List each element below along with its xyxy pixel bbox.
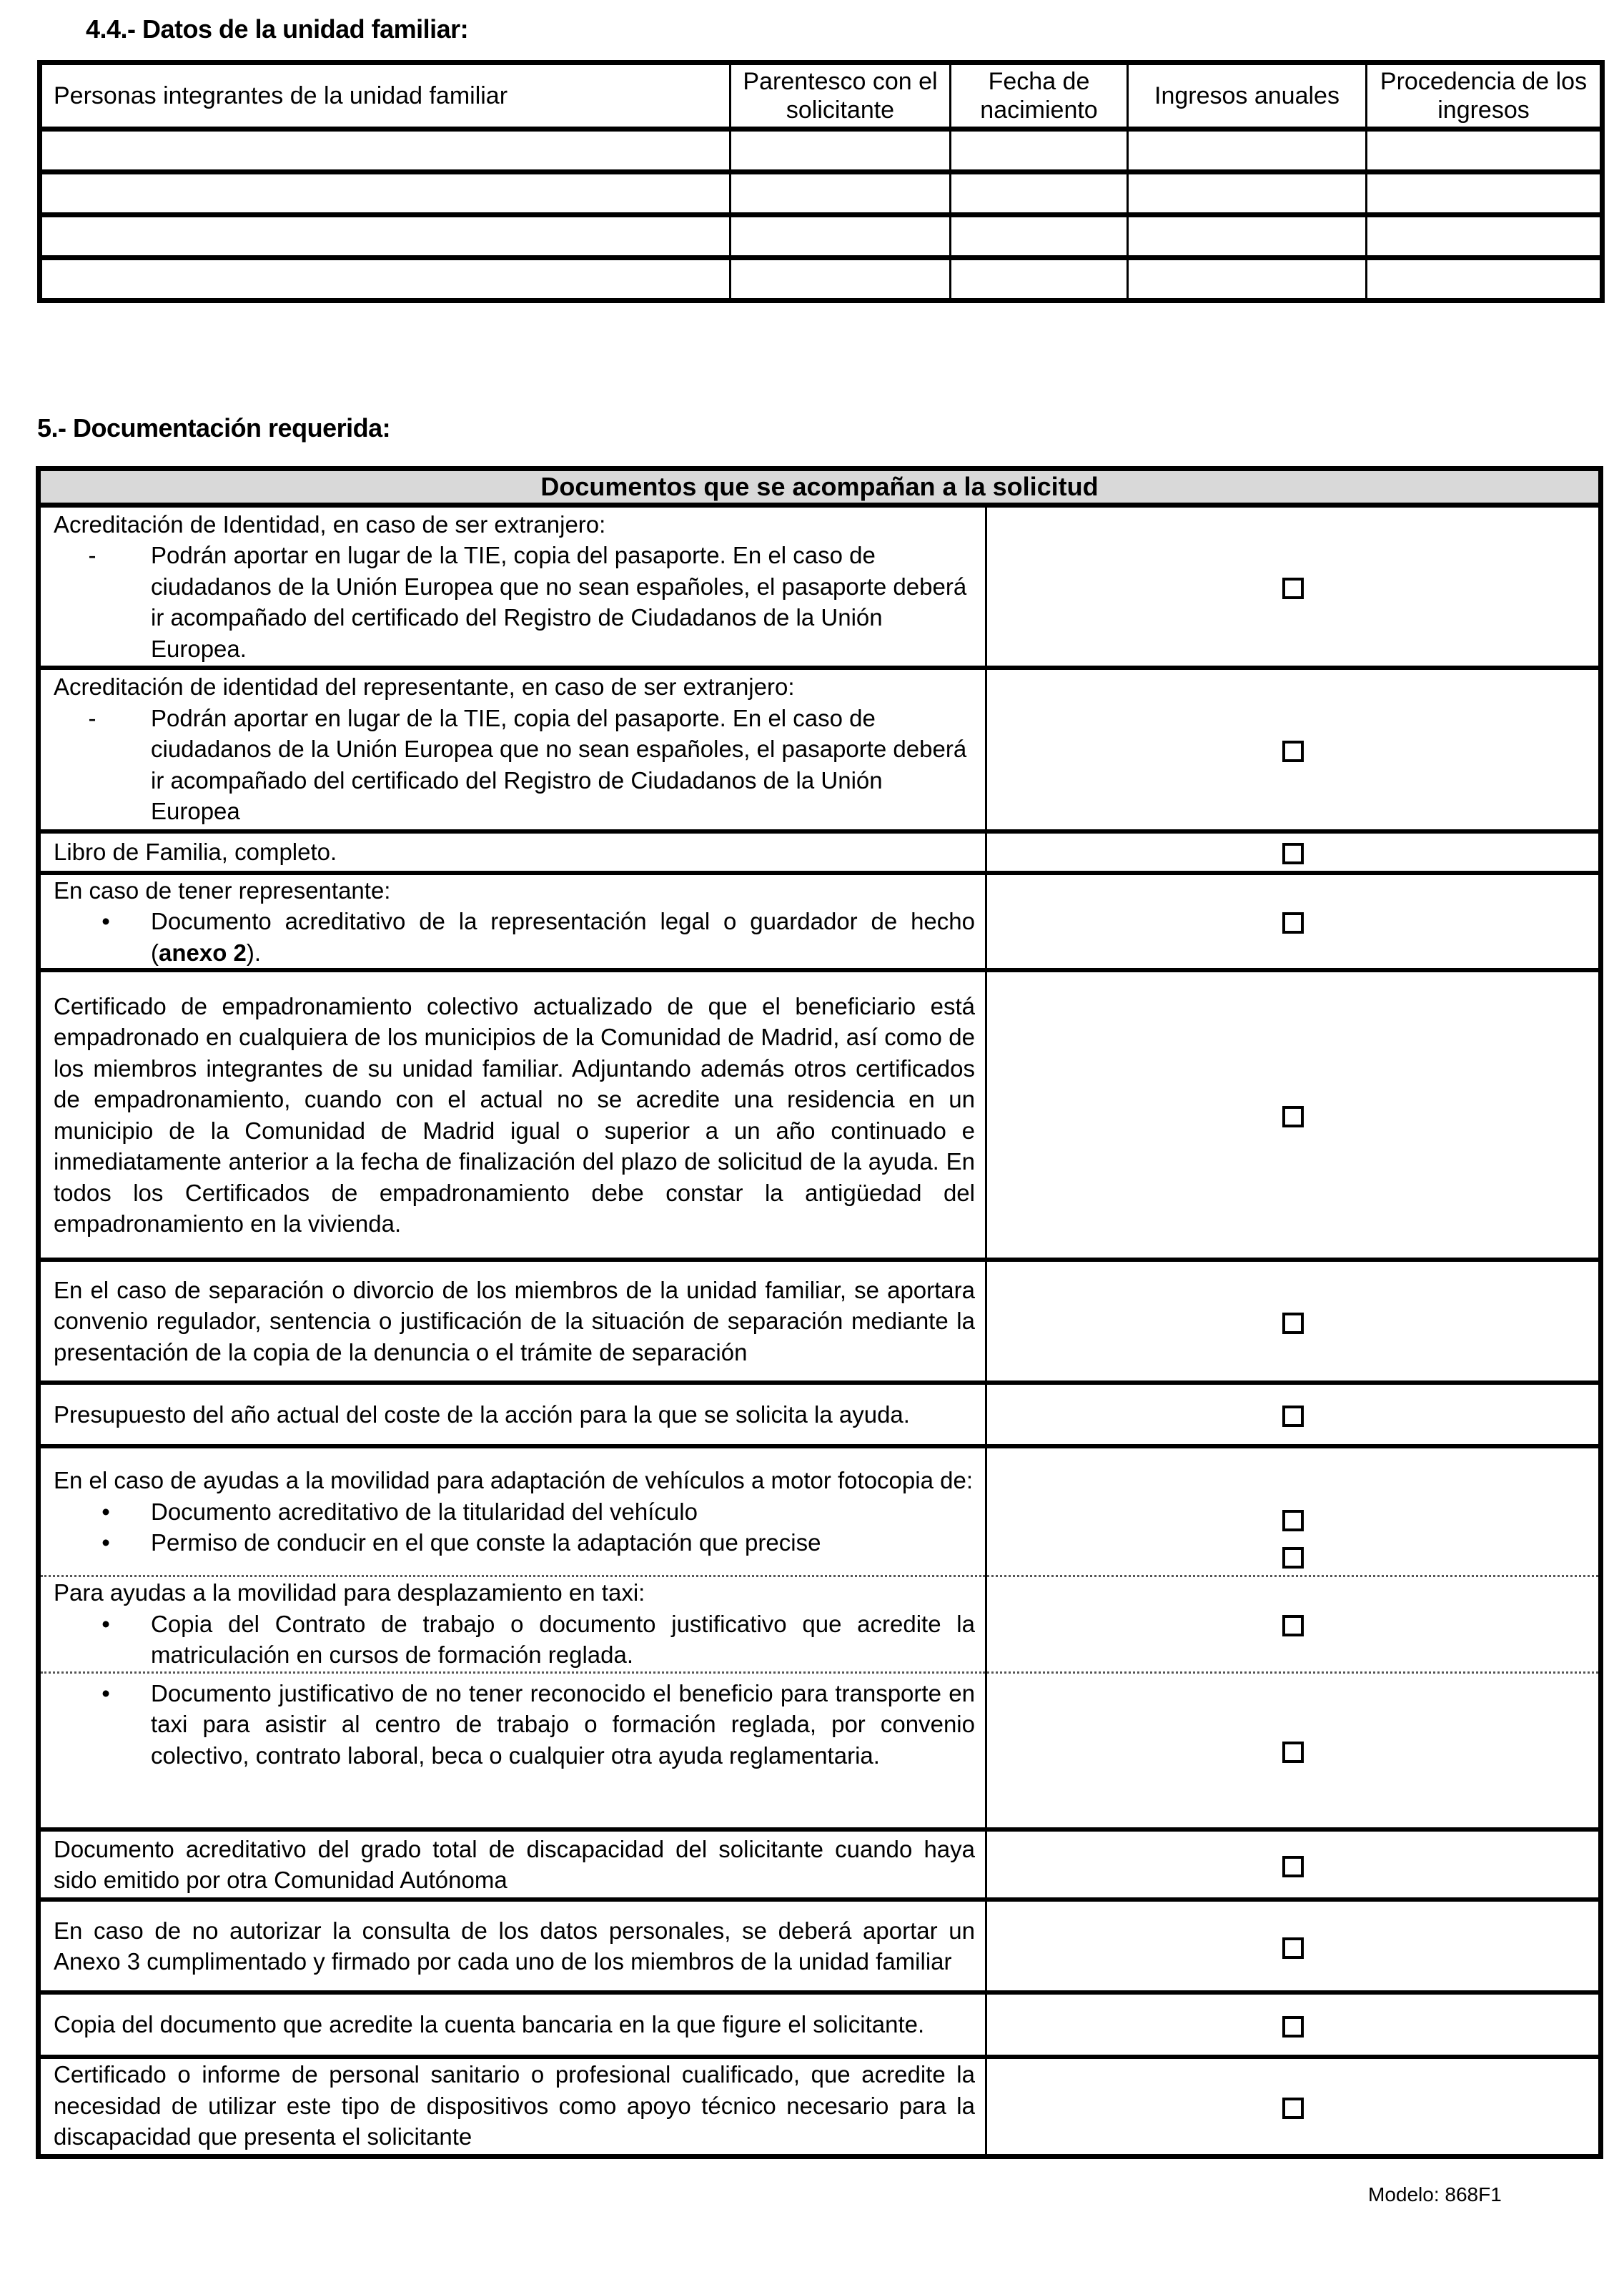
document-description: Certificado o informe de personal sanitario o profesional cualificado, que acredite la necesidad de utilizar este tipo de dispositivos como apoyo técnico necesario para la discapacidad que presenta el solicitante xyxy=(39,2057,986,2156)
document-row-taxi-contrato xyxy=(39,1576,1601,1672)
checkbox-libro-familia[interactable] xyxy=(1282,843,1304,864)
column-header-procedencia-ingresos: Procedencia de los ingresos xyxy=(1367,63,1603,129)
checkbox-cuenta-bancaria[interactable] xyxy=(1282,2016,1304,2038)
input-cell-procedencia[interactable] xyxy=(1367,172,1603,215)
table-row xyxy=(40,172,1603,215)
document-row-identidad-representante xyxy=(39,668,1601,831)
checkbox-empadronamiento[interactable] xyxy=(1282,1106,1304,1127)
dash-bullet-icon: - xyxy=(88,704,96,731)
document-row-certificado-sanitario xyxy=(39,2057,1601,2156)
document-row-taxi-no-beneficio xyxy=(39,1672,1601,1829)
input-cell-persona[interactable] xyxy=(40,129,731,172)
input-cell-ingresos[interactable] xyxy=(1128,172,1367,215)
input-cell-parentesco[interactable] xyxy=(731,215,951,258)
input-cell-parentesco[interactable] xyxy=(731,129,951,172)
checkbox-separacion-divorcio[interactable] xyxy=(1282,1313,1304,1334)
document-sub-description: Documento acreditativo de la titularidad del vehículo xyxy=(151,1498,698,1525)
anexo-reference: anexo 2 xyxy=(159,939,247,966)
bullet-icon: • xyxy=(102,1679,110,1706)
document-row-empadronamiento xyxy=(39,970,1601,1260)
checkbox-representante[interactable] xyxy=(1282,912,1304,934)
column-header-ingresos-anuales: Ingresos anuales xyxy=(1128,63,1367,129)
document-row-separacion-divorcio xyxy=(39,1260,1601,1383)
checkbox-certificado-sanitario[interactable] xyxy=(1282,2098,1304,2119)
document-description: Libro de Familia, completo. xyxy=(39,831,986,873)
document-sub-description: Documento acreditativo de la representación legal o guardador de hecho (anexo 2). xyxy=(151,908,975,966)
document-sub-description: Permiso de conducir en el que conste la adaptación que precise xyxy=(151,1529,821,1556)
family-unit-table xyxy=(37,60,1605,303)
input-cell-ingresos[interactable] xyxy=(1128,215,1367,258)
input-cell-fecha[interactable] xyxy=(951,258,1128,301)
input-cell-persona[interactable] xyxy=(40,258,731,301)
document-description: Documento acreditativo del grado total de discapacidad del solicitante cuando haya sido emitido por otra Comunidad Autónoma xyxy=(39,1829,986,1900)
document-row-grado-discapacidad xyxy=(39,1829,1601,1900)
document-row-representante xyxy=(39,873,1601,971)
document-row-cuenta-bancaria xyxy=(39,1992,1601,2057)
document-description: En el caso de ayudas a la movilidad para adaptación de vehículos a motor fotocopia de: xyxy=(54,1467,973,1493)
input-cell-parentesco[interactable] xyxy=(731,172,951,215)
input-cell-procedencia[interactable] xyxy=(1367,258,1603,301)
column-header-personas: Personas integrantes de la unidad familiar xyxy=(40,63,731,129)
document-description: Para ayudas a la movilidad para desplazamiento en taxi: xyxy=(54,1579,645,1606)
model-number: Modelo: 868F1 xyxy=(1368,2183,1502,2206)
document-sub-description: Copia del Contrato de trabajo o documento justificativo que acredite la matriculación en cursos de formación reglada. xyxy=(151,1610,975,1669)
document-description: Acreditación de Identidad, en caso de ser extranjero: xyxy=(54,510,606,538)
column-header-parentesco: Parentesco con el solicitante xyxy=(731,63,951,129)
input-cell-persona[interactable] xyxy=(40,172,731,215)
input-cell-fecha[interactable] xyxy=(951,215,1128,258)
input-cell-procedencia[interactable] xyxy=(1367,129,1603,172)
checkbox-presupuesto[interactable] xyxy=(1282,1406,1304,1427)
document-description: En caso de no autorizar la consulta de los datos personales, se deberá aportar un Anexo 3 cumplimentado y firmado por cada uno de los miembros de la unidad familiar xyxy=(39,1900,986,1992)
document-description: En el caso de separación o divorcio de los miembros de la unidad familiar, se aportara convenio regulador, sentencia o justificación de la situación de separación mediante la presentación de la copia de la denuncia o el trámite de separación xyxy=(39,1260,986,1383)
checkbox-titularidad-vehiculo[interactable] xyxy=(1282,1510,1304,1531)
checkbox-grado-discapacidad[interactable] xyxy=(1282,1856,1304,1877)
table-row xyxy=(40,129,1603,172)
document-description: Copia del documento que acredite la cuenta bancaria en la que figure el solicitante. xyxy=(39,1992,986,2057)
table-row xyxy=(40,258,1603,301)
checkbox-taxi-no-beneficio[interactable] xyxy=(1282,1742,1304,1763)
bullet-icon: • xyxy=(102,1529,110,1556)
checkbox-anexo-3[interactable] xyxy=(1282,1937,1304,1959)
checkbox-identidad-representante[interactable] xyxy=(1282,741,1304,762)
input-cell-fecha[interactable] xyxy=(951,172,1128,215)
checkbox-taxi-contrato[interactable] xyxy=(1282,1615,1304,1636)
documents-table-header: Documentos que se acompañan a la solicitud xyxy=(39,469,1601,505)
input-cell-parentesco[interactable] xyxy=(731,258,951,301)
table-row xyxy=(40,215,1603,258)
checkbox-permiso-conducir[interactable] xyxy=(1282,1547,1304,1569)
input-cell-ingresos[interactable] xyxy=(1128,129,1367,172)
document-sub-description: Podrán aportar en lugar de la TIE, copia del pasaporte. En el caso de ciudadanos de la Unión Europea que no sean españoles, el pasaporte deberá ir acompañado del certificado del Registro de Ciudadanos de la Unión Europea. xyxy=(151,542,967,662)
document-row-anexo-3 xyxy=(39,1900,1601,1992)
document-description: Certificado de empadronamiento colectivo actualizado de que el beneficiario está empadronado en cualquiera de los municipios de la Comunidad de Madrid, así como de los miembros integrantes de su unidad familiar. Adjuntando además otros certificados de empadronamiento, cuando con el actual no se acredite una residencia en un municipio de la Comunidad de Madrid igual o superior a un año continuado e inmediatamente anterior a la fecha de finalización del plazo de solicitud de la ayuda. En todos los Certificados de empadronamiento debe constar la antigüedad del empadronamiento en la vivienda. xyxy=(39,970,986,1260)
bullet-icon: • xyxy=(102,908,110,934)
document-row-presupuesto xyxy=(39,1383,1601,1446)
input-cell-procedencia[interactable] xyxy=(1367,215,1603,258)
document-description: En caso de tener representante: xyxy=(54,876,391,904)
bullet-icon: • xyxy=(102,1498,110,1525)
required-documents-table xyxy=(36,466,1603,2159)
checkbox-identidad-extranjero[interactable] xyxy=(1282,578,1304,599)
column-header-fecha-nacimiento: Fecha de nacimiento xyxy=(951,63,1128,129)
document-description: Acreditación de identidad del representante, en caso de ser extranjero: xyxy=(54,673,795,701)
input-cell-fecha[interactable] xyxy=(951,129,1128,172)
document-row-adaptacion-vehiculos xyxy=(39,1446,1601,1576)
document-sub-description: Documento justificativo de no tener reconocido el beneficio para transporte en taxi para asistir al centro de trabajo o formación reglada, por convenio colectivo, contrato laboral, beca o cualquier otra ayuda reglamentaria. xyxy=(151,1679,975,1769)
dash-bullet-icon: - xyxy=(88,542,96,568)
input-cell-ingresos[interactable] xyxy=(1128,258,1367,301)
document-description: Presupuesto del año actual del coste de la acción para la que se solicita la ayuda. xyxy=(39,1383,986,1446)
document-row-identidad-extranjero xyxy=(39,505,1601,668)
table-header-row xyxy=(40,63,1603,129)
document-row-libro-familia xyxy=(39,831,1601,873)
document-sub-description: Podrán aportar en lugar de la TIE, copia del pasaporte. En el caso de ciudadanos de la Unión Europea que no sean españoles, el pasaporte deberá ir acompañado del certificado del Registro de Ciudadanos de la Unión Europea xyxy=(151,704,967,825)
input-cell-persona[interactable] xyxy=(40,215,731,258)
bullet-icon: • xyxy=(102,1610,110,1637)
section-title-documentacion-requerida: 5.- Documentación requerida: xyxy=(37,413,391,443)
section-title-datos-unidad-familiar: 4.4.- Datos de la unidad familiar: xyxy=(86,14,469,44)
